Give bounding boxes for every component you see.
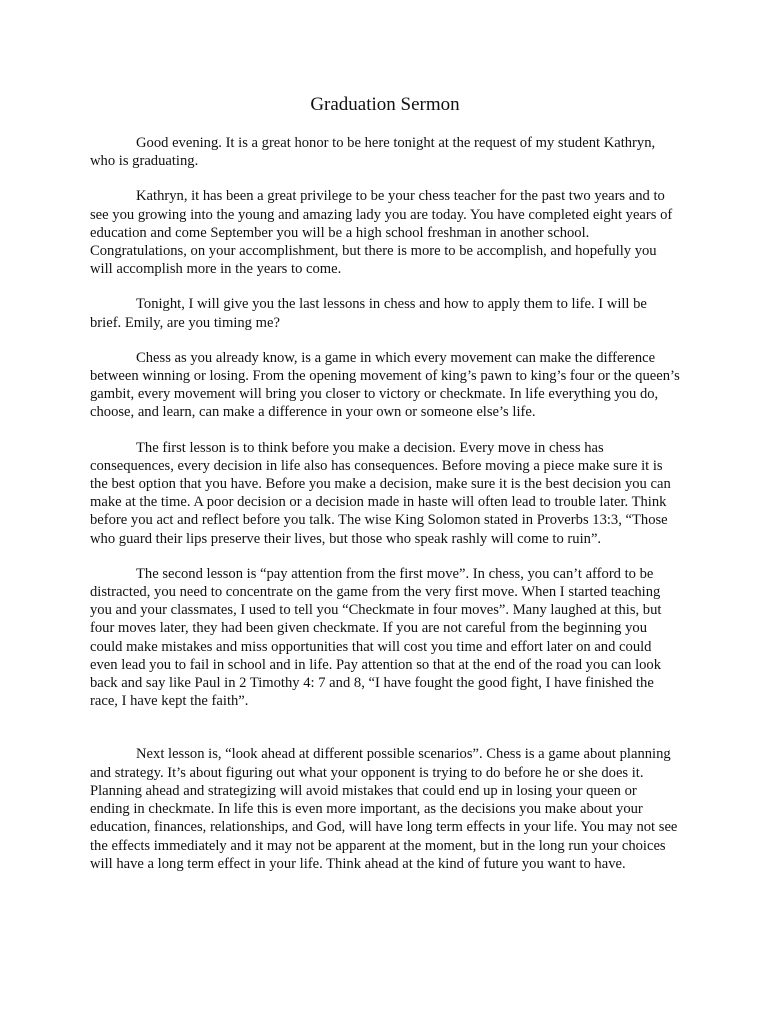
paragraph-first-lesson: The first lesson is to think before you make a decision. Every move in chess has consequences, every decision in life also has consequences. Before moving a piece make sure it is the best option that you have. Before you make a decision, make sure it is the best decision you can make at the time. A poor decision or a decision made in haste will often lead to trouble later. Think before you act and reflect before you talk. The wise King Solomon stated in Proverbs 13:3, “Those who guard their lips preserve their lives, but those who speak rashly will come to ruin”.: [90, 439, 671, 547]
paragraph-kathryn: Kathryn, it has been a great privilege to be your chess teacher for the past two years and to see you growing into the young and amazing lady you are today. You have completed eight years of education and come September you will be a high school freshman in another school. Congratulations, on your accomplishment, but there is more to be accomplish, and hopefully you will accomplish more in the years to come.: [90, 188, 673, 278]
paragraph-next-lesson: Next lesson is, “look ahead at different possible scenarios”. Chess is a game about planning and strategy. It’s about figuring out what your opponent is trying to do before he or she does it. Planning ahead and strategizing will avoid mistakes that could end up in losing your queen or ending in checkmate. In life this is even more important, as the decisions you make about your education, finances, relationships, and God, will have long term effects in your life. You may not see the effects immediately and it may not be apparent at the moment, but in the long run your choices will have a long term effect in your life. Think ahead at the kind of future you want to have.: [90, 746, 678, 872]
paragraph-chess-intro: Chess as you already know, is a game in which every movement can make the difference between winning or losing. From the opening movement of king’s pawn to king’s four or the queen’s gambit, every movement will bring you closer to victory or checkmate. In life everything you do, choose, and learn, can make a difference in your own or someone else’s life.: [90, 349, 680, 421]
document-page: [90, 92, 680, 890]
paragraph-tonight: Tonight, I will give you the last lessons in chess and how to apply them to life. I will be brief. Emily, are you timing me?: [90, 296, 647, 331]
paragraph-greeting: Good evening. It is a great honor to be here tonight at the request of my student Kathryn, who is graduating.: [90, 135, 656, 170]
paragraph-second-lesson: The second lesson is “pay attention from the first move”. In chess, you can’t afford to be distracted, you need to concentrate on the game from the very first move. When I started teaching you and your classmates, I used to tell you “Checkmate in four moves”. Many laughed at this, but four moves later, they had been given checkmate. If you are not careful from the beginning you could make mistakes and miss opportunities that will cost you time and effort later on and could even lead you to fail in school and in life. Pay attention so that at the end of the road you can look back and say like Paul in 2 Timothy 4: 7 and 8, “I have fought the good fight, I have finished the race, I have kept the faith”.: [90, 565, 662, 710]
document-title: Graduation Sermon: [310, 94, 460, 115]
